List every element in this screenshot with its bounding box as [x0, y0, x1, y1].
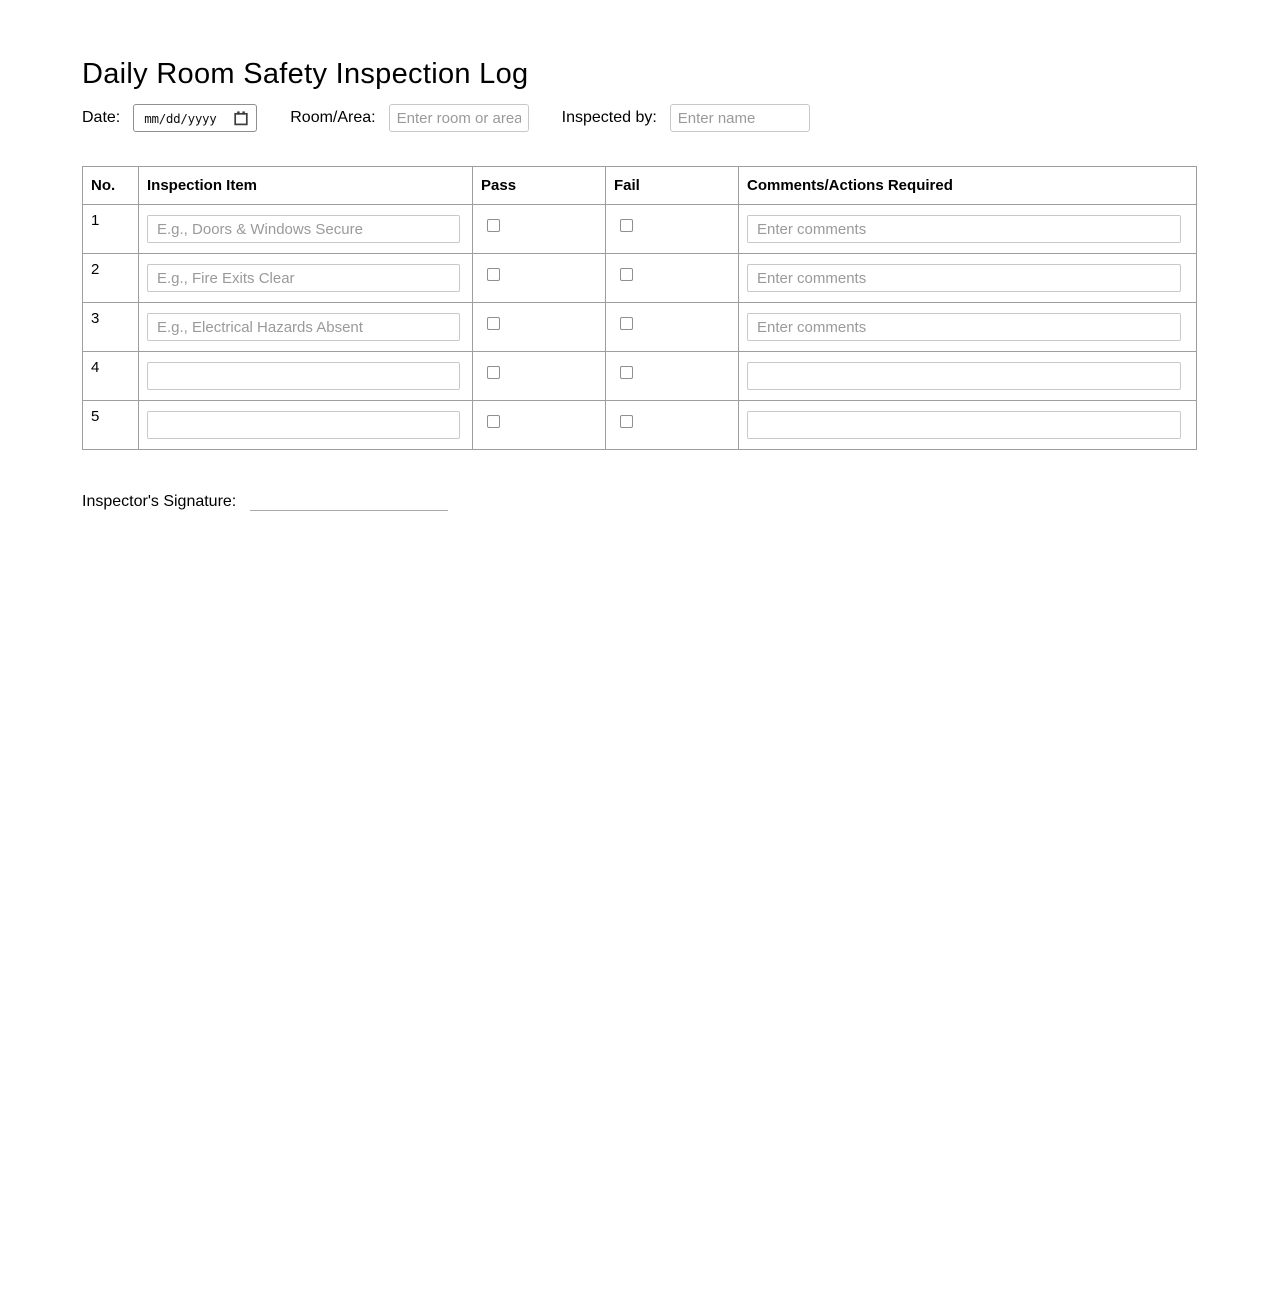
fail-cell	[606, 303, 739, 352]
col-header-comments: Comments/Actions Required	[739, 167, 1197, 205]
inspection-item-input[interactable]	[147, 362, 460, 390]
pass-cell	[473, 303, 606, 352]
form-content	[82, 0, 1196, 511]
inspection-item-input[interactable]	[147, 215, 460, 243]
col-header-no: No.	[83, 167, 139, 205]
fail-checkbox[interactable]	[620, 415, 633, 428]
pass-checkbox[interactable]	[487, 317, 500, 330]
fail-checkbox[interactable]	[620, 268, 633, 281]
fail-cell	[606, 352, 739, 401]
date-label: Date:	[82, 109, 121, 126]
row-number: 1	[83, 205, 139, 254]
calendar-icon[interactable]	[234, 111, 248, 126]
comments-cell	[739, 401, 1197, 450]
col-header-fail: Fail	[606, 167, 739, 205]
col-header-pass: Pass	[473, 167, 606, 205]
pass-checkbox[interactable]	[487, 415, 500, 428]
inspection-item-cell	[139, 303, 473, 352]
room-area-input[interactable]	[389, 104, 529, 132]
table-row	[83, 401, 1197, 450]
fail-checkbox[interactable]	[620, 317, 633, 330]
inspection-item-input[interactable]	[147, 411, 460, 439]
inspection-item-input[interactable]	[147, 264, 460, 292]
inspected-by-input[interactable]	[670, 104, 810, 132]
table-row	[83, 352, 1197, 401]
signature-row	[82, 492, 1196, 511]
comment-input[interactable]	[747, 215, 1181, 243]
fail-cell	[606, 254, 739, 303]
table-header-row	[83, 167, 1197, 205]
col-header-inspection-item: Inspection Item	[139, 167, 473, 205]
row-number: 5	[83, 401, 139, 450]
comment-input[interactable]	[747, 411, 1181, 439]
date-placeholder-text: mm/dd/yyyy	[144, 110, 217, 126]
page-title: Daily Room Safety Inspection Log	[82, 58, 529, 90]
inspected-by-label: Inspected by:	[561, 109, 657, 126]
inspection-item-cell	[139, 254, 473, 303]
meta-row	[82, 104, 1196, 132]
table-row	[83, 205, 1197, 254]
comments-cell	[739, 303, 1197, 352]
pass-checkbox[interactable]	[487, 219, 500, 232]
comment-input[interactable]	[747, 264, 1181, 292]
signature-line	[250, 495, 448, 511]
inspection-table	[82, 166, 1197, 450]
room-area-label: Room/Area:	[290, 109, 376, 126]
pass-cell	[473, 254, 606, 303]
row-number: 3	[83, 303, 139, 352]
inspection-item-input[interactable]	[147, 313, 460, 341]
comments-cell	[739, 205, 1197, 254]
fail-cell	[606, 401, 739, 450]
comments-cell	[739, 352, 1197, 401]
pass-checkbox[interactable]	[487, 268, 500, 281]
inspection-item-cell	[139, 352, 473, 401]
table-row	[83, 254, 1197, 303]
comment-input[interactable]	[747, 313, 1181, 341]
pass-cell	[473, 205, 606, 254]
inspection-item-cell	[139, 401, 473, 450]
comment-input[interactable]	[747, 362, 1181, 390]
fail-cell	[606, 205, 739, 254]
comments-cell	[739, 254, 1197, 303]
date-input[interactable]	[133, 104, 257, 132]
pass-cell	[473, 352, 606, 401]
fail-checkbox[interactable]	[620, 219, 633, 232]
pass-cell	[473, 401, 606, 450]
inspection-item-cell	[139, 205, 473, 254]
fail-checkbox[interactable]	[620, 366, 633, 379]
row-number: 4	[83, 352, 139, 401]
signature-label: Inspector's Signature:	[82, 493, 237, 510]
table-row	[83, 303, 1197, 352]
pass-checkbox[interactable]	[487, 366, 500, 379]
row-number: 2	[83, 254, 139, 303]
